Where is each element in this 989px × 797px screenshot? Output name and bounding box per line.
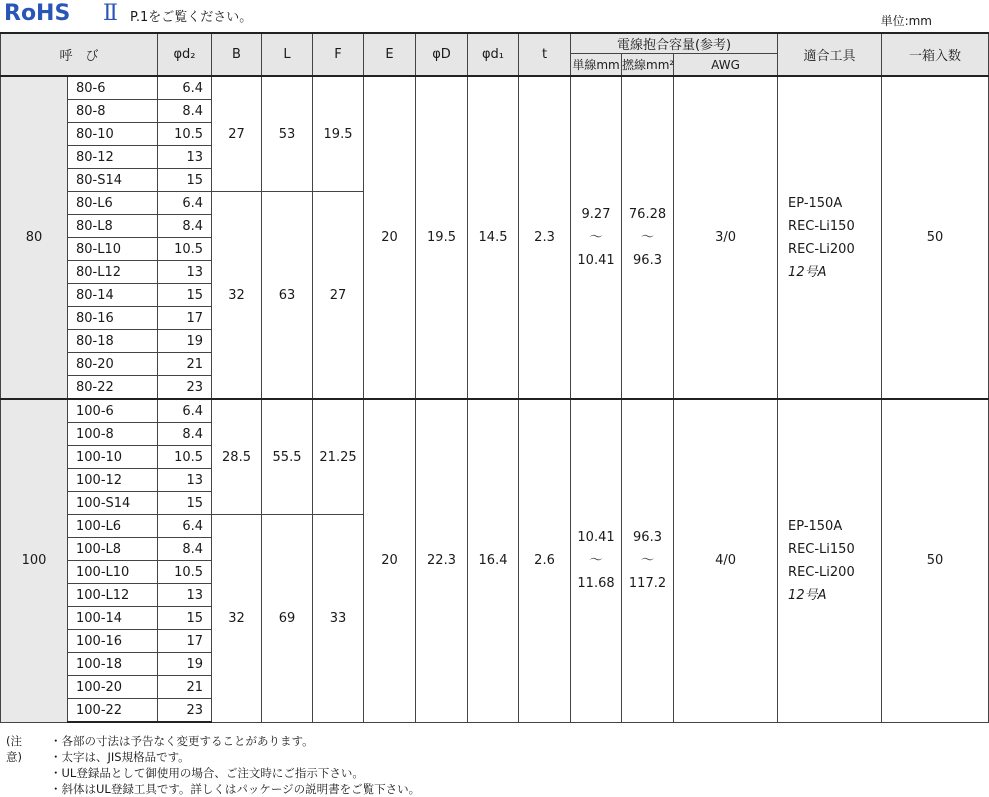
stranded-wire-range — [622, 76, 674, 399]
d2-value: 8.4 — [158, 100, 212, 123]
stranded-wire-range-line: 117.2 — [628, 576, 667, 592]
qty-value: 50 — [882, 76, 989, 399]
product-code: 80-8 — [68, 100, 158, 123]
tool-item: REC-Li200 — [788, 564, 855, 580]
d1-value: 16.4 — [468, 399, 519, 722]
product-code: 80-18 — [68, 330, 158, 353]
d2-value: 23 — [158, 699, 212, 723]
d2-value: 19 — [158, 653, 212, 676]
d2-value: 15 — [158, 492, 212, 515]
single-wire-range-line: 9.27 — [581, 207, 611, 222]
product-code: 80-6 — [68, 76, 158, 100]
tool-item: EP-150A — [788, 195, 843, 211]
tools — [778, 76, 882, 399]
f-value: 21.25 — [313, 399, 364, 515]
product-code: 100-22 — [68, 699, 158, 723]
d2-value: 10.5 — [158, 238, 212, 261]
f-value: 19.5 — [313, 76, 364, 192]
d2-value: 21 — [158, 353, 212, 376]
qty-value: 50 — [882, 399, 989, 722]
l-value: 63 — [262, 192, 313, 400]
d2-value: 19 — [158, 330, 212, 353]
b-value: 32 — [212, 515, 262, 723]
product-code: 100-L12 — [68, 584, 158, 607]
notes-label: (注意) — [6, 734, 22, 764]
product-code: 80-L10 — [68, 238, 158, 261]
d-value: 19.5 — [416, 76, 468, 399]
product-code: 100-6 — [68, 399, 158, 423]
d2-value: 6.4 — [158, 515, 212, 538]
top-bar — [0, 0, 940, 32]
col-header-f: F — [313, 33, 364, 76]
d2-value: 6.4 — [158, 192, 212, 215]
note-item: ・太字は、JIS規格品です。 — [50, 750, 190, 764]
single-wire-range — [571, 399, 622, 722]
col-header-tool: 適合工具 — [778, 33, 882, 76]
stranded-wire-range-line: 〜 — [641, 230, 655, 245]
col-header-d1: φd₁ — [468, 33, 519, 76]
group-label: 100 — [1, 399, 68, 722]
product-code: 80-10 — [68, 123, 158, 146]
product-code: 80-S14 — [68, 169, 158, 192]
awg-value: 4/0 — [674, 399, 778, 722]
d2-value: 15 — [158, 607, 212, 630]
product-code: 80-22 — [68, 376, 158, 400]
single-wire-range — [571, 76, 622, 399]
product-code: 80-L6 — [68, 192, 158, 215]
d2-value: 6.4 — [158, 399, 212, 423]
tool-item: 12号A — [788, 587, 827, 603]
b-value: 28.5 — [212, 399, 262, 515]
product-code: 80-L12 — [68, 261, 158, 284]
product-code: 100-20 — [68, 676, 158, 699]
d2-value: 13 — [158, 469, 212, 492]
rohs-numeral: Ⅱ — [103, 1, 118, 26]
tool-item: EP-150A — [788, 518, 843, 534]
notes-list — [50, 733, 570, 797]
product-code: 80-12 — [68, 146, 158, 169]
d2-value: 15 — [158, 284, 212, 307]
l-value: 69 — [262, 515, 313, 723]
product-code: 100-18 — [68, 653, 158, 676]
b-value: 27 — [212, 76, 262, 192]
d2-value: 17 — [158, 307, 212, 330]
single-wire-range-line: 11.68 — [577, 576, 615, 592]
col-header-capacity: 電線抱合容量(参考) — [571, 33, 778, 54]
l-value: 55.5 — [262, 399, 313, 515]
note-item: ・各部の寸法は予告なく変更することがあります。 — [50, 734, 314, 748]
tool-item: 12号A — [788, 264, 827, 280]
col-header-e: E — [364, 33, 416, 76]
e-value: 20 — [364, 76, 416, 399]
product-code: 100-S14 — [68, 492, 158, 515]
product-code: 100-16 — [68, 630, 158, 653]
single-wire-range-line: 10.41 — [577, 253, 615, 268]
single-wire-range-line: 〜 — [589, 230, 603, 245]
col-header-b: B — [212, 33, 262, 76]
d2-value: 13 — [158, 261, 212, 284]
col-header-t: t — [519, 33, 571, 76]
note-item: ・斜体はUL登録工具です。詳しくはパッケージの説明書をご覧下さい。 — [50, 782, 421, 796]
col-header-d2: φd₂ — [158, 33, 212, 76]
table-row — [1, 76, 989, 100]
product-code: 100-L8 — [68, 538, 158, 561]
col-header-single: 単線mm — [571, 54, 622, 77]
col-header-stranded: 撚線mm² — [622, 54, 674, 77]
l-value: 53 — [262, 76, 313, 192]
tool-item: REC-Li150 — [788, 541, 855, 557]
d-value: 22.3 — [416, 399, 468, 722]
spec-table — [0, 32, 989, 723]
d2-value: 21 — [158, 676, 212, 699]
product-code: 100-10 — [68, 446, 158, 469]
table-row — [1, 399, 989, 423]
stranded-wire-range-line: 96.3 — [633, 530, 662, 546]
d2-value: 10.5 — [158, 123, 212, 146]
col-header-l: L — [262, 33, 313, 76]
tools — [778, 399, 882, 722]
product-code: 80-14 — [68, 284, 158, 307]
d2-value: 17 — [158, 630, 212, 653]
d2-value: 15 — [158, 169, 212, 192]
tool-item: REC-Li200 — [788, 241, 855, 257]
f-value: 27 — [313, 192, 364, 400]
d2-value: 10.5 — [158, 446, 212, 469]
d2-value: 8.4 — [158, 215, 212, 238]
product-code: 100-L10 — [68, 561, 158, 584]
stranded-wire-range — [622, 399, 674, 722]
unit-label: 単位:mm — [880, 14, 932, 28]
d2-value: 10.5 — [158, 561, 212, 584]
b-value: 32 — [212, 192, 262, 400]
stranded-wire-range-line: 96.3 — [633, 253, 662, 268]
awg-value: 3/0 — [674, 76, 778, 399]
product-code: 80-20 — [68, 353, 158, 376]
col-header-qty: 一箱入数 — [882, 33, 989, 76]
single-wire-range-line: 10.41 — [577, 530, 615, 546]
d2-value: 8.4 — [158, 538, 212, 561]
product-code: 100-8 — [68, 423, 158, 446]
single-wire-range-line: 〜 — [589, 553, 603, 569]
col-header-awg: AWG — [674, 54, 778, 77]
product-code: 80-16 — [68, 307, 158, 330]
d2-value: 13 — [158, 584, 212, 607]
stranded-wire-range-line: 76.28 — [628, 207, 667, 222]
rohs-note: P.1をご覧ください。 — [130, 10, 253, 25]
product-code: 100-14 — [68, 607, 158, 630]
d2-value: 23 — [158, 376, 212, 400]
rohs-logo: RoHS — [4, 1, 71, 26]
stranded-wire-range-line: 〜 — [641, 553, 655, 569]
f-value: 33 — [313, 515, 364, 723]
d2-value: 6.4 — [158, 76, 212, 100]
d2-value: 8.4 — [158, 423, 212, 446]
product-code: 100-12 — [68, 469, 158, 492]
spec-table-body — [1, 76, 989, 722]
e-value: 20 — [364, 399, 416, 722]
t-value: 2.6 — [519, 399, 571, 722]
product-code: 80-L8 — [68, 215, 158, 238]
d2-value: 13 — [158, 146, 212, 169]
col-header-name: 呼 び — [1, 33, 158, 76]
group-label: 80 — [1, 76, 68, 399]
note-item: ・UL登録品として御使用の場合、ご注文時にご指示下さい。 — [50, 766, 364, 780]
tool-item: REC-Li150 — [788, 218, 855, 234]
d1-value: 14.5 — [468, 76, 519, 399]
t-value: 2.3 — [519, 76, 571, 399]
col-header-d: φD — [416, 33, 468, 76]
product-code: 100-L6 — [68, 515, 158, 538]
